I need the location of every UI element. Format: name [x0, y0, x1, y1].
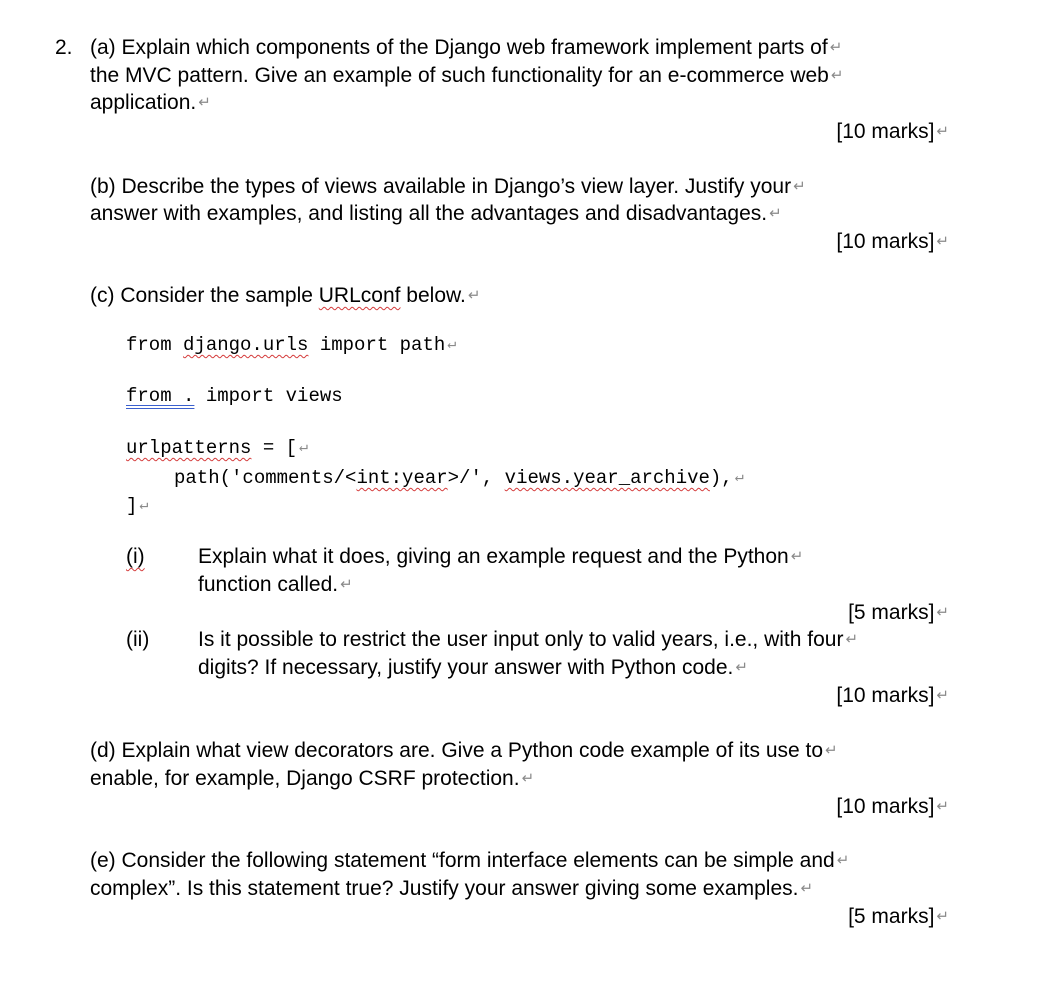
paragraph-mark-icon: ↵ [800, 880, 814, 897]
paragraph-mark-icon: ↵ [936, 908, 949, 925]
paragraph-mark-icon: ↵ [340, 576, 353, 593]
paragraph-mark-icon: ↵ [936, 233, 949, 250]
paragraph-mark-icon: ↵ [825, 742, 838, 759]
paragraph-mark-icon: ↵ [734, 469, 744, 486]
code-line: from . import views [126, 385, 343, 407]
part-e-line: (e) Consider the following statement “form interface elements can be simple and ↵ [90, 847, 849, 875]
paragraph-mark-icon: ↵ [467, 287, 481, 304]
part-d-marks: [10 marks] ↵ [836, 793, 949, 821]
sub-question-marks: [5 marks] ↵ [848, 599, 949, 627]
paragraph-mark-icon: ↵ [830, 67, 844, 84]
part-a-line: (a) Explain which components of the Django web framework implement parts of ↵ [90, 34, 842, 62]
sub-question-line: Explain what it does, giving an example request and the Python ↵ [198, 543, 803, 571]
paragraph-mark-icon: ↵ [139, 497, 149, 514]
question-number: 2. [55, 36, 73, 59]
part-d-line: (d) Explain what view decorators are. Give a Python code example of its use to ↵ [90, 737, 838, 765]
sub-question-marks: [10 marks] ↵ [836, 682, 949, 710]
sub-question-line: Is it possible to restrict the user input only to valid years, i.e., with four ↵ [198, 626, 858, 654]
code-line: urlpatterns = [ ↵ [126, 437, 309, 459]
paragraph-mark-icon: ↵ [299, 439, 309, 456]
part-e-marks: [5 marks] ↵ [848, 903, 949, 931]
paragraph-mark-icon: ↵ [198, 94, 211, 111]
part-a-line: application. ↵ [90, 89, 211, 117]
sub-question-label: (i) [126, 545, 145, 568]
paragraph-mark-icon: ↵ [829, 39, 843, 56]
part-b-marks: [10 marks] ↵ [836, 228, 949, 256]
part-e-line: complex”. Is this statement true? Justify your answer giving some examples. ↵ [90, 875, 813, 903]
part-c-intro: (c) Consider the sample URLconf below. ↵ [90, 282, 480, 310]
part-b-line: (b) Describe the types of views available in Django’s view layer. Justify your ↵ [90, 173, 806, 201]
part-a-line: the MVC pattern. Give an example of such functionality for an e-commerce web ↵ [90, 62, 843, 90]
paragraph-mark-icon: ↵ [836, 852, 850, 869]
paragraph-mark-icon: ↵ [793, 178, 806, 195]
paragraph-mark-icon: ↵ [790, 548, 804, 565]
paragraph-mark-icon: ↵ [769, 205, 782, 222]
paragraph-mark-icon: ↵ [845, 631, 859, 648]
sub-question-line: digits? If necessary, justify your answer with Python code. ↵ [198, 654, 748, 682]
paragraph-mark-icon: ↵ [936, 604, 949, 621]
part-d-line: enable, for example, Django CSRF protection. ↵ [90, 765, 534, 793]
paragraph-mark-icon: ↵ [936, 798, 949, 815]
part-a-marks: [10 marks] ↵ [836, 118, 949, 146]
paragraph-mark-icon: ↵ [735, 659, 748, 676]
paragraph-mark-icon: ↵ [936, 123, 949, 140]
paragraph-mark-icon: ↵ [521, 770, 535, 787]
urlconf-term: URLconf [318, 284, 401, 307]
part-b-line: answer with examples, and listing all the advantages and disadvantages. ↵ [90, 200, 782, 228]
sub-question-line: function called. ↵ [198, 571, 353, 599]
sub-question-label: (ii) [126, 628, 150, 651]
paragraph-mark-icon: ↵ [447, 336, 457, 353]
paragraph-mark-icon: ↵ [936, 687, 949, 704]
code-line: path('comments/<int:year>/', views.year_archive), ↵ [174, 467, 744, 489]
code-line: from django.urls import path ↵ [126, 334, 457, 356]
code-line: ] ↵ [126, 495, 149, 517]
